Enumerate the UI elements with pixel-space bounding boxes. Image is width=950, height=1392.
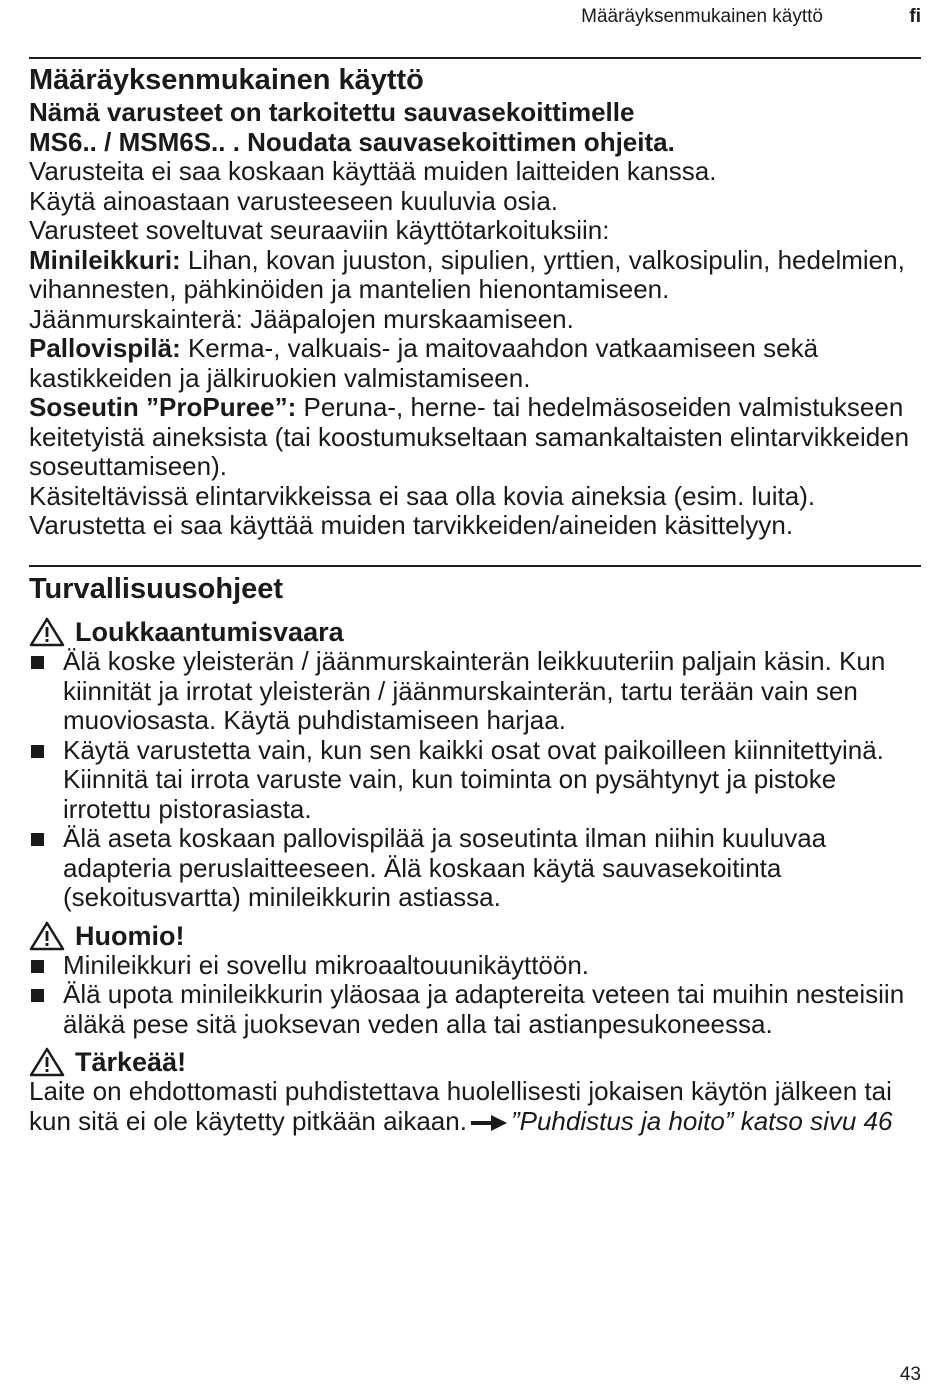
section-heading-safety: Turvallisuusohjeet xyxy=(29,573,284,605)
square-bullet-icon xyxy=(31,833,44,846)
paragraph-other-devices: Varusteita ei saa koskaan käyttää muiden laitteiden kanssa. xyxy=(29,156,717,186)
purpose-minichopper xyxy=(29,246,921,305)
intro-lead-line-1: Nämä varusteet on tarkoitettu sauvasekoittimelle xyxy=(29,97,635,127)
purpose-masher xyxy=(29,393,921,482)
list-item-text: Älä koske yleisterän / jäänmurskainterän leikkuuteriin paljain käsin. Kun kiinnität ja irrotat yleisterän / jäänmurskainterän, tartu terään vain sen muoviosasta. Käytä puhdistamiseen harjaa. xyxy=(63,646,886,735)
paragraph-own-parts: Käytä ainoastaan varusteeseen kuuluvia osia. xyxy=(29,185,559,216)
warning-caution-heading xyxy=(29,921,921,951)
purpose-whisk-text: Kerma-, valkuais- ja maitovaahdon vatkaamiseen sekä kastikkeiden ja jälkiruokien valmistamiseen. xyxy=(29,333,819,393)
warning-important-heading xyxy=(29,1047,921,1077)
warning-caution-title: Huomio! xyxy=(75,920,185,951)
header-rule xyxy=(29,57,921,59)
important-paragraph xyxy=(29,1077,921,1136)
section-safety xyxy=(29,571,921,1136)
warning-injury-title: Loukkaantumisvaara xyxy=(75,617,344,647)
paragraph-purposes: Varusteet soveltuvat seuraaviin käyttötarkoituksiin: xyxy=(29,215,610,245)
list-item xyxy=(29,647,921,736)
list-item-text: Käytä varustetta vain, kun sen kaikki osat ovat paikoilleen kiinnitettyinä. Kiinnitä tai irrota varuste vain, kun toiminta on pysähtynyt ja pistoke irrotettu pistorasiasta. xyxy=(63,734,884,824)
warning-triangle-icon xyxy=(29,1047,65,1077)
warning-injury-heading xyxy=(29,617,921,647)
page-number: 43 xyxy=(899,1364,921,1385)
warning-triangle-icon xyxy=(29,617,65,647)
section-intended-use xyxy=(29,62,921,541)
purpose-whisk xyxy=(29,334,921,393)
purpose-masher-label: Soseutin ”ProPuree”: xyxy=(29,392,297,422)
purpose-minichopper-text: Lihan, kovan juuston, sipulien, yrttien, valkosipulin, hedelmien, vihannesten, pähkinöiden ja mantelien hienontamiseen. xyxy=(29,244,905,304)
section-heading-intended-use: Määräyksenmukainen käyttö xyxy=(29,64,424,96)
list-item xyxy=(29,824,921,913)
page-header xyxy=(29,6,921,32)
paragraph-no-other-materials: Varustetta ei saa käyttää muiden tarvikkeiden/aineiden käsittelyyn. xyxy=(29,510,794,540)
square-bullet-icon xyxy=(31,656,44,669)
section-rule xyxy=(29,565,921,567)
warning-injury-list xyxy=(29,647,921,913)
warning-caution-list xyxy=(29,951,921,1040)
warning-triangle-icon xyxy=(29,921,65,951)
square-bullet-icon xyxy=(31,745,44,758)
intro-lead-line-2: MS6.. / MSM6S.. . Noudata sauvasekoittimen ohjeita. xyxy=(29,126,675,157)
list-item xyxy=(29,736,921,825)
language-code: fi xyxy=(909,6,921,27)
warning-important-title: Tärkeää! xyxy=(75,1047,187,1077)
list-item-text: Minileikkuri ei sovellu mikroaaltouunikäyttöön. xyxy=(63,949,590,980)
list-item-text: Älä aseta koskaan pallovispilää ja soseutinta ilman niihin kuuluvaa adapteria peruslaitteeseen. Älä koskaan käytä sauvasekoitinta (sekoitusvartta) minileikkurin astiassa. xyxy=(63,823,827,912)
purpose-whisk-label: Pallovispilä: xyxy=(29,333,181,363)
arrow-right-icon xyxy=(471,1115,507,1131)
important-text: Laite on ehdottomasti puhdistettava huolellisesti jokaisen käytön jälkeen tai kun sitä ei ole käytetty pitkään aikaan. xyxy=(29,1076,892,1136)
running-header-title: Määräyksenmukainen käyttö xyxy=(581,6,823,27)
cross-reference-link[interactable]: ”Puhdistus ja hoito” katso sivu 46 xyxy=(510,1105,893,1136)
purpose-masher-text: Peruna-, herne- tai hedelmäsoseiden valmistukseen keitetyistä aineksista (tai koostumukseltaan samankaltaisten elintarvikkeiden soseuttamiseen). xyxy=(29,392,910,481)
square-bullet-icon xyxy=(31,989,44,1002)
list-item xyxy=(29,980,921,1039)
purpose-ice-crusher: Jäänmurskainterä: Jääpalojen murskaamiseen. xyxy=(29,303,574,334)
purpose-minichopper-label: Minileikkuri: xyxy=(29,244,181,275)
paragraph-no-hard-ingredients: Käsiteltävissä elintarvikkeissa ei saa olla kovia aineksia (esim. luita). xyxy=(29,480,816,511)
list-item-text: Älä upota minileikkurin yläosaa ja adaptereita veteen tai muihin nesteisiin äläkä pese sitä juoksevan veden alla tai astianpesukoneessa. xyxy=(63,979,905,1039)
square-bullet-icon xyxy=(31,960,44,973)
list-item xyxy=(29,951,921,981)
